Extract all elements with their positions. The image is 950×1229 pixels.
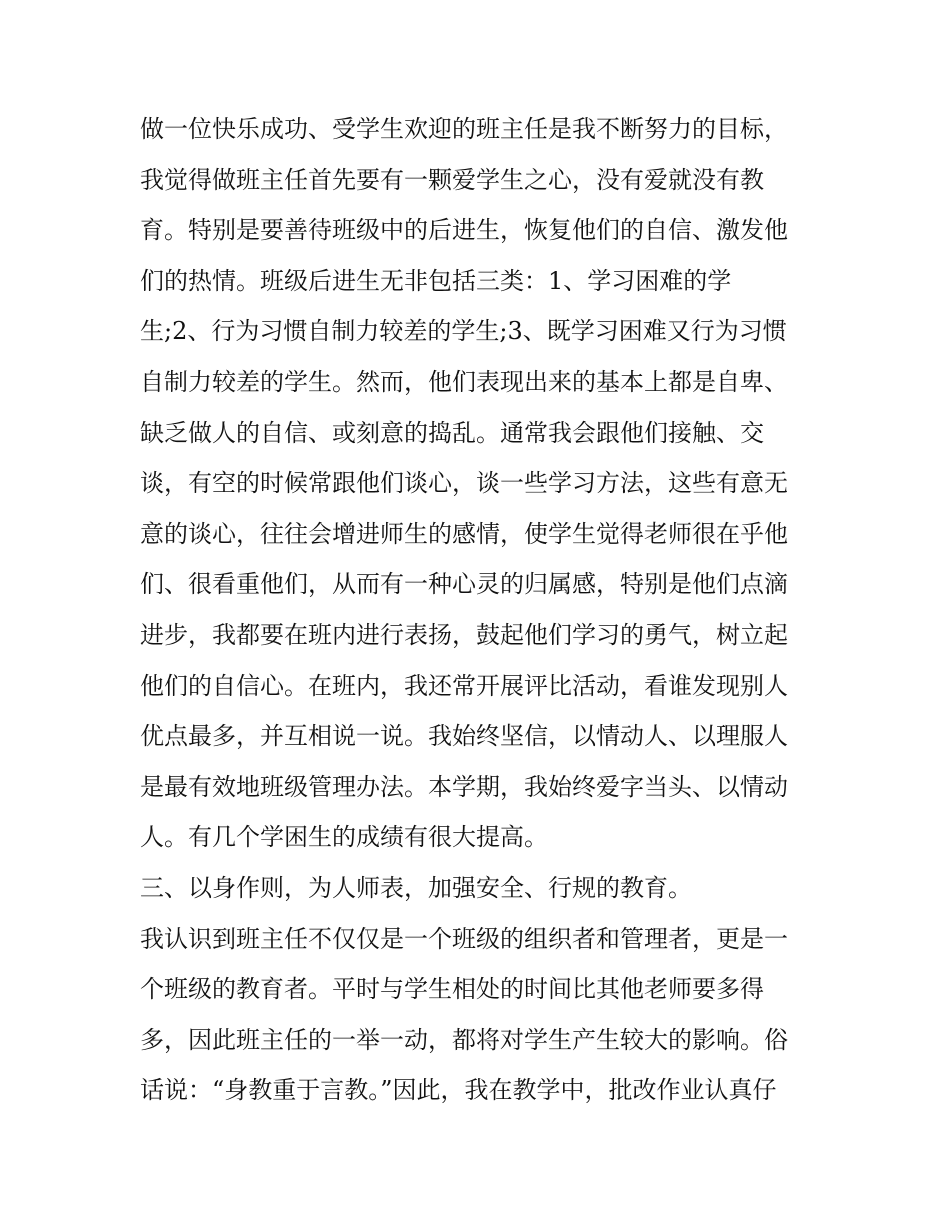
text-line: 育。特别是要善待班级中的后进生，恢复他们的自信、激发他 xyxy=(140,216,788,245)
text-line: 谈，有空的时候常跟他们谈心，谈一些学习方法，这些有意无 xyxy=(140,469,788,498)
text-line: 他们的自信心。在班内，我还常开展评比活动，看谁发现别人 xyxy=(140,671,788,700)
text-line: 是最有效地班级管理办法。本学期，我始终爱字当头、以情动 xyxy=(140,772,788,801)
text-line: 进步，我都要在班内进行表扬，鼓起他们学习的勇气，树立起 xyxy=(140,620,788,649)
section-heading: 三、以身作则，为人师表，加强安全、行规的教育。 xyxy=(140,873,692,902)
text-line: 个班级的教育者。平时与学生相处的时间比其他老师要多得 xyxy=(140,975,764,1004)
text-line: 自制力较差的学生。然而，他们表现出来的基本上都是自卑、 xyxy=(140,367,788,396)
text-line: 我觉得做班主任首先要有一颗爱学生之心，没有爱就没有教 xyxy=(140,165,764,194)
text-line: 多，因此班主任的一举一动，都将对学生产生较大的影响。俗 xyxy=(140,1025,788,1054)
text-line: 们、很看重他们，从而有一种心灵的归属感，特别是他们点滴 xyxy=(140,570,788,599)
text-line: 人。有几个学困生的成绩有很大提高。 xyxy=(140,823,548,852)
text-line: 优点最多，并互相说一说。我始终坚信，以情动人、以理服人 xyxy=(140,722,788,751)
text-line: 缺乏做人的自信、或刻意的捣乱。通常我会跟他们接触、交 xyxy=(140,418,764,447)
body-text xyxy=(140,104,830,1116)
text-line: 们的热情。班级后进生无非包括三类：1、学习困难的学 xyxy=(140,266,732,295)
text-line: 做一位快乐成功、受学生欢迎的班主任是我不断努力的目标， xyxy=(140,115,788,143)
text-line: 话说：“身教重于言教。”因此，我在教学中，批改作业认真仔 xyxy=(140,1076,777,1105)
text-line: 生;2、行为习惯自制力较差的学生;3、既学习困难又行为习惯 xyxy=(140,317,787,346)
text-line: 我认识到班主任不仅仅是一个班级的组织者和管理者，更是一 xyxy=(140,924,788,953)
text-line: 意的谈心，往往会增进师生的感情，使学生觉得老师很在乎他 xyxy=(140,519,788,548)
